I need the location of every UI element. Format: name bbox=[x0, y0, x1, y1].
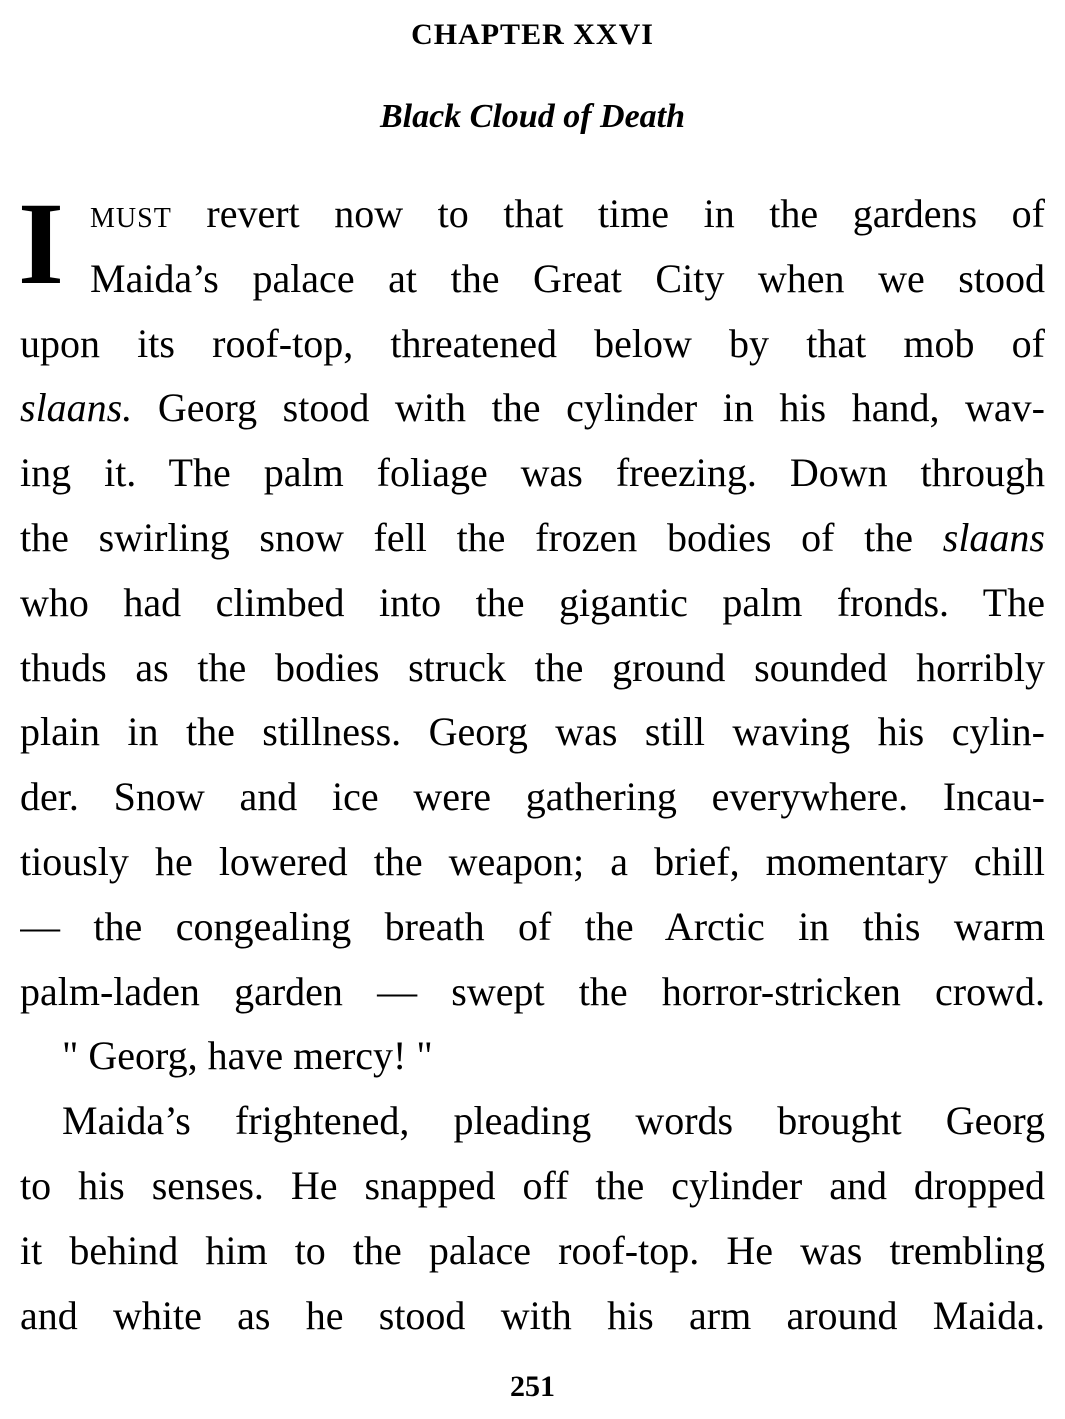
line-text: Georg stood with the cylinder in his hand, wav- bbox=[132, 385, 1045, 431]
text-line-9: plain in the stillness. Georg was still waving his cylin- bbox=[20, 709, 1045, 755]
text-line-3: upon its roof-top, threatened below by that mob of bbox=[20, 320, 1045, 366]
page-number: 251 bbox=[510, 1370, 555, 1403]
line-text: revert now to that time in the gardens of bbox=[171, 191, 1045, 236]
text-line-7: who had climbed into the gigantic palm fronds. The bbox=[20, 579, 1045, 625]
text-line-5: ing it. The palm foliage was freezing. Down through bbox=[20, 450, 1045, 496]
chapter-title: Black Cloud of Death bbox=[379, 98, 686, 135]
body-text bbox=[18, 178, 1045, 1348]
text-line-18: and white as he stood with his arm around Maida. bbox=[20, 1292, 1045, 1338]
text-line-2: Maida’s palace at the Great City when we stood bbox=[90, 255, 1045, 301]
book-page bbox=[20, 0, 1045, 1419]
italic-word: slaans bbox=[942, 514, 1045, 560]
text-line-10: der. Snow and ice were gathering everywhere. Incau- bbox=[20, 774, 1045, 820]
text-line-1 bbox=[20, 182, 1045, 247]
small-caps-word: must bbox=[90, 191, 172, 236]
line-text: the swirling snow fell the frozen bodies of the bbox=[20, 514, 943, 560]
text-line-6 bbox=[20, 506, 1045, 571]
text-line-15: Maida’s frightened, pleading words brought Georg bbox=[62, 1098, 1045, 1144]
text-line-4 bbox=[20, 376, 1045, 441]
chapter-heading: CHAPTER XXVI bbox=[411, 18, 654, 51]
text-line-11: tiously he lowered the weapon; a brief, momentary chill bbox=[20, 838, 1045, 884]
drop-cap: I bbox=[18, 178, 64, 309]
italic-word: slaans. bbox=[20, 385, 133, 431]
text-line-13: palm-laden garden — swept the horror-stricken crowd. bbox=[20, 968, 1045, 1014]
text-line-17: it behind him to the palace roof-top. He was trembling bbox=[20, 1227, 1045, 1273]
text-line-8: thuds as the bodies struck the ground sounded horribly bbox=[20, 644, 1045, 690]
text-line-14: " Georg, have mercy! " bbox=[62, 1033, 433, 1079]
text-line-16: to his senses. He snapped off the cylinder and dropped bbox=[20, 1162, 1045, 1208]
text-line-12: — the congealing breath of the Arctic in this warm bbox=[20, 903, 1045, 949]
